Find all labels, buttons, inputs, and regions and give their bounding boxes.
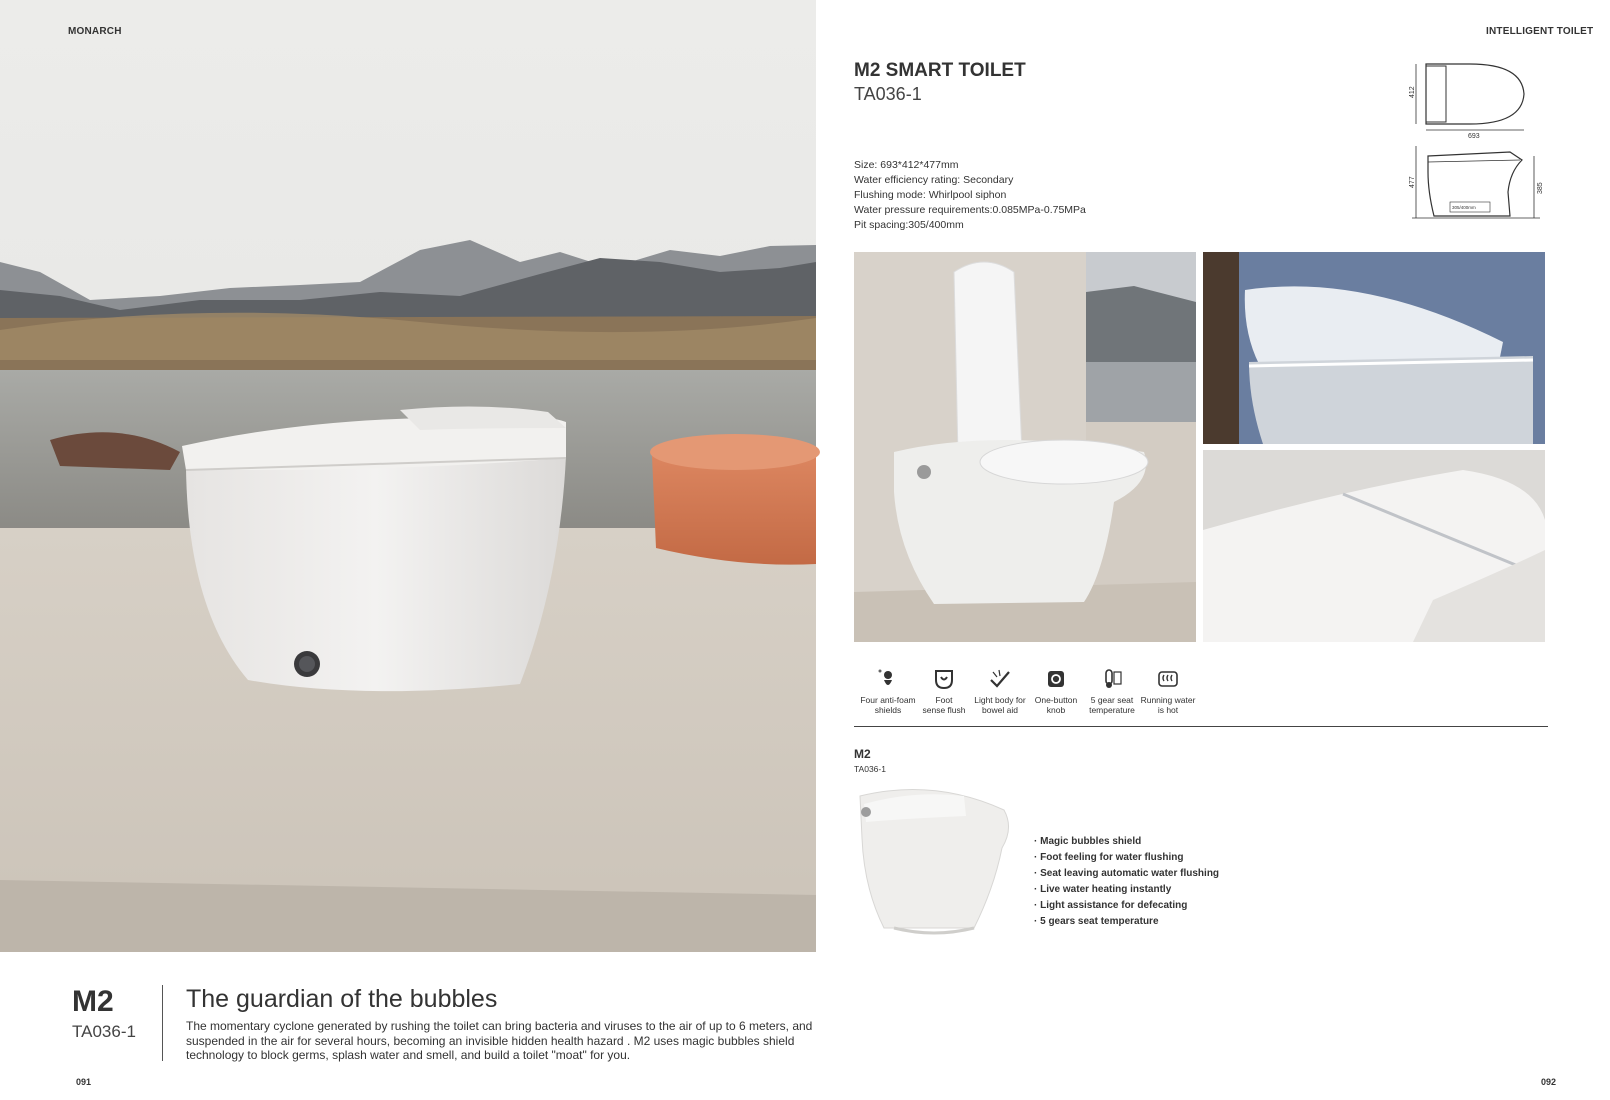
hero-photo	[0, 0, 816, 952]
model-code: TA036-1	[72, 1022, 136, 1041]
spec-list	[854, 158, 1086, 233]
foot-sensor-icon	[933, 668, 955, 690]
highlight-item: · Light assistance for defecating	[1034, 898, 1219, 914]
page-number-left: 091	[76, 1077, 92, 1087]
product-title: M2 SMART TOILET	[854, 60, 1026, 81]
highlight-item: · Live water heating instantly	[1034, 882, 1219, 898]
highlight-list	[1034, 834, 1219, 930]
product-code: TA036-1	[854, 84, 922, 104]
product-thumbnail	[854, 778, 1014, 938]
highlight-item: · 5 gears seat temperature	[1034, 914, 1219, 930]
side-height-dim: 477	[1409, 176, 1416, 188]
spec-water-pressure: Water pressure requirements:0.085MPa-0.75MPa	[854, 204, 1086, 216]
top-width-dim: 693	[1468, 133, 1480, 140]
spec-pit-spacing: Pit spacing:305/400mm	[854, 219, 964, 231]
brand-label: MONARCH	[68, 26, 122, 37]
feature-light-body: Light body for bowel aid	[972, 668, 1028, 715]
top-depth-dim: 412	[1409, 86, 1416, 98]
heat-water-icon	[1157, 668, 1179, 690]
spec-flushing-mode: Flushing mode: Whirlpool siphon	[854, 189, 1007, 201]
section-divider	[854, 726, 1548, 727]
model-name: M2	[72, 985, 114, 1018]
product-photo-seat-open	[854, 252, 1196, 642]
side-view-drawing	[1410, 142, 1545, 224]
product-photo-top-detail	[1203, 450, 1545, 642]
feature-one-button: One-button knob	[1028, 668, 1084, 715]
feature-icon-row	[860, 668, 1196, 715]
highlight-item: · Foot feeling for water flushing	[1034, 850, 1219, 866]
product-description: The momentary cyclone generated by rushing the toilet can bring bacteria and viruses to the air of up to 6 meters, and suspended in the air for several hours, becoming an invisible hidden health hazard . M2 uses magic bubbles shield technology to block germs, splash water and smell, and build a toilet "moat" for you.	[186, 1019, 813, 1062]
feature-seat-temp: 5 gear seat temperature	[1084, 668, 1140, 715]
top-view-drawing	[1410, 58, 1540, 138]
feature-anti-foam: Four anti-foam shields	[860, 668, 916, 715]
spec-water-rating: Water efficiency rating: Secondary	[854, 174, 1014, 186]
feature-foot-flush: Foot sense flush	[916, 668, 972, 715]
spec-size: Size: 693*412*477mm	[854, 159, 959, 171]
seat-temp-icon	[1101, 668, 1123, 690]
product-label-code: TA036-1	[854, 764, 886, 774]
category-label: INTELLIGENT TOILET	[1486, 26, 1594, 37]
shield-drops-icon	[877, 668, 899, 690]
product-photo-lid-detail	[1203, 252, 1545, 444]
highlight-item: · Magic bubbles shield	[1034, 834, 1219, 850]
knob-icon	[1045, 668, 1067, 690]
side-seat-dim: 385	[1537, 182, 1544, 194]
feature-hot-water: Running water is hot	[1140, 668, 1196, 715]
divider-line	[162, 985, 163, 1061]
page-number-right: 092	[1541, 1077, 1557, 1087]
highlight-item: · Seat leaving automatic water flushing	[1034, 866, 1219, 882]
pit-dim: 305/400mm	[1452, 205, 1476, 210]
tagline-heading: The guardian of the bubbles	[186, 985, 498, 1013]
light-assist-icon	[989, 668, 1011, 690]
product-label: M2	[854, 747, 871, 761]
